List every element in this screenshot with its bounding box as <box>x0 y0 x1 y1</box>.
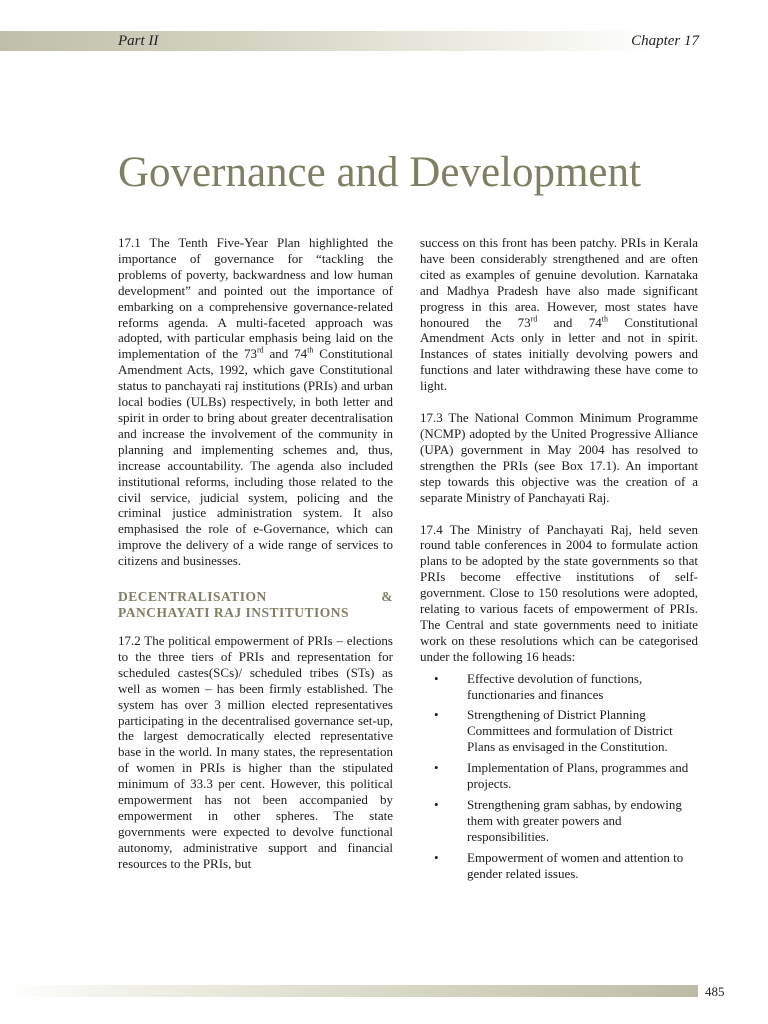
page-number: 485 <box>705 984 725 999</box>
list-item-text: Strengthening gram sabhas, by endowing them with greater powers and responsibilities. <box>467 797 682 844</box>
page-title: Governance and Development <box>118 149 641 196</box>
section-heading-ampersand: & <box>381 589 393 605</box>
list-item <box>420 707 698 755</box>
list-item <box>420 760 698 792</box>
bullet-icon: • <box>434 670 439 686</box>
list-item-text: Effective devolution of functions, functionaries and finances <box>467 670 643 702</box>
list-item <box>420 671 698 703</box>
paragraph-17-2: 17.2 The political empowerment of PRIs – elections to the three tiers of PRIs and representation for scheduled castes(SCs)/ scheduled tribes (STs) as well as women – has been firmly established. The system has over 3 million elected representatives participating in the decentralised governance set-up, the largest democratically elected representative base in the world. In many states, the representation of women in PRIs is higher than the stipulated minimum of 33.3 per cent. However, this political empowerment has not been accompanied by empowerment in other spheres. The state governments were expected to devolve functional autonomy, administrative support and financial resources to the PRIs, but <box>118 633 393 871</box>
bullet-icon: • <box>434 797 439 812</box>
section-heading <box>118 589 393 621</box>
list-item-text: Implementation of Plans, programmes and projects. <box>467 760 689 792</box>
list-item <box>420 850 698 882</box>
left-column <box>118 235 393 872</box>
bullet-icon: • <box>434 707 439 723</box>
bullet-icon: • <box>434 849 439 865</box>
right-column <box>420 235 698 887</box>
paragraph-17-3: 17.3 The National Common Minimum Programme (NCMP) adopted by the United Progressive Alliance (UPA) government in May 2004 has resolved to strengthen the PRIs (see Box 17.1). An important step towards this objective was the creation of a separate Ministry of Panchayati Raj. <box>420 410 698 505</box>
footer-band <box>0 985 698 997</box>
section-heading-part1: DECENTRALISATION <box>118 589 267 605</box>
paragraph-17-4: 17.4 The Ministry of Panchayati Raj, held seven round table conferences in 2004 to formulate action plans to be adopted by the state governments so that PRIs become effective institutions of self-government. Close to 150 resolutions were adopted, relating to various facets of empowerment of PRIs. The Central and state governments need to initiate work on these resolutions which can be categorised under the following 16 heads: <box>420 521 698 664</box>
list-item <box>420 797 698 845</box>
heads-list <box>420 671 698 882</box>
paragraph-continuation: success on this front has been patchy. PRIs in Kerala have been considerably strengthened and are often cited as examples of genuine devolution. Karnataka and Madhya Pradesh have also made significant progress in this area. However, most states have honoured the 73rd and 74th Constitutional Amendment Acts only in letter and not in spirit. Instances of states initially devolving powers and functions and later withdrawing these have come to light. <box>420 235 699 394</box>
chapter-label: Chapter 17 <box>631 33 699 49</box>
section-heading-part2: PANCHAYATI RAJ INSTITUTIONS <box>118 605 350 621</box>
list-item-text: Strengthening of District Planning Committees and formulation of District Plans as envisaged in the Constitution. <box>467 707 673 755</box>
bullet-icon: • <box>434 760 439 776</box>
list-item-text: Empowerment of women and attention to gender related issues. <box>467 849 684 881</box>
part-label: Part II <box>118 33 159 49</box>
paragraph-17-1: 17.1 The Tenth Five-Year Plan highlighted the importance of governance for “tackling the problems of poverty, backwardness and low human development” and pointed out the importance of embarking on a comprehensive governance-related reforms agenda. A multi-faceted approach was adopted, with particular emphasis being laid on the implementation of the 73rd and 74th Constitutional Amendment Acts, 1992, which gave Constitutional status to panchayati raj institutions (PRIs) and urban local bodies (ULBs) respectively, in both letter and spirit in order to bring about greater decentralisation and increase the involvement of the community in planning and implementing schemes and, thus, increase accountability. The agenda also included institutional reforms, including those related to the civil service, judicial system, policing and the criminal justice administration system. It also emphasised the role of e-Governance, which can improve the delivery of a wide range of services to citizens and businesses. <box>118 235 393 569</box>
